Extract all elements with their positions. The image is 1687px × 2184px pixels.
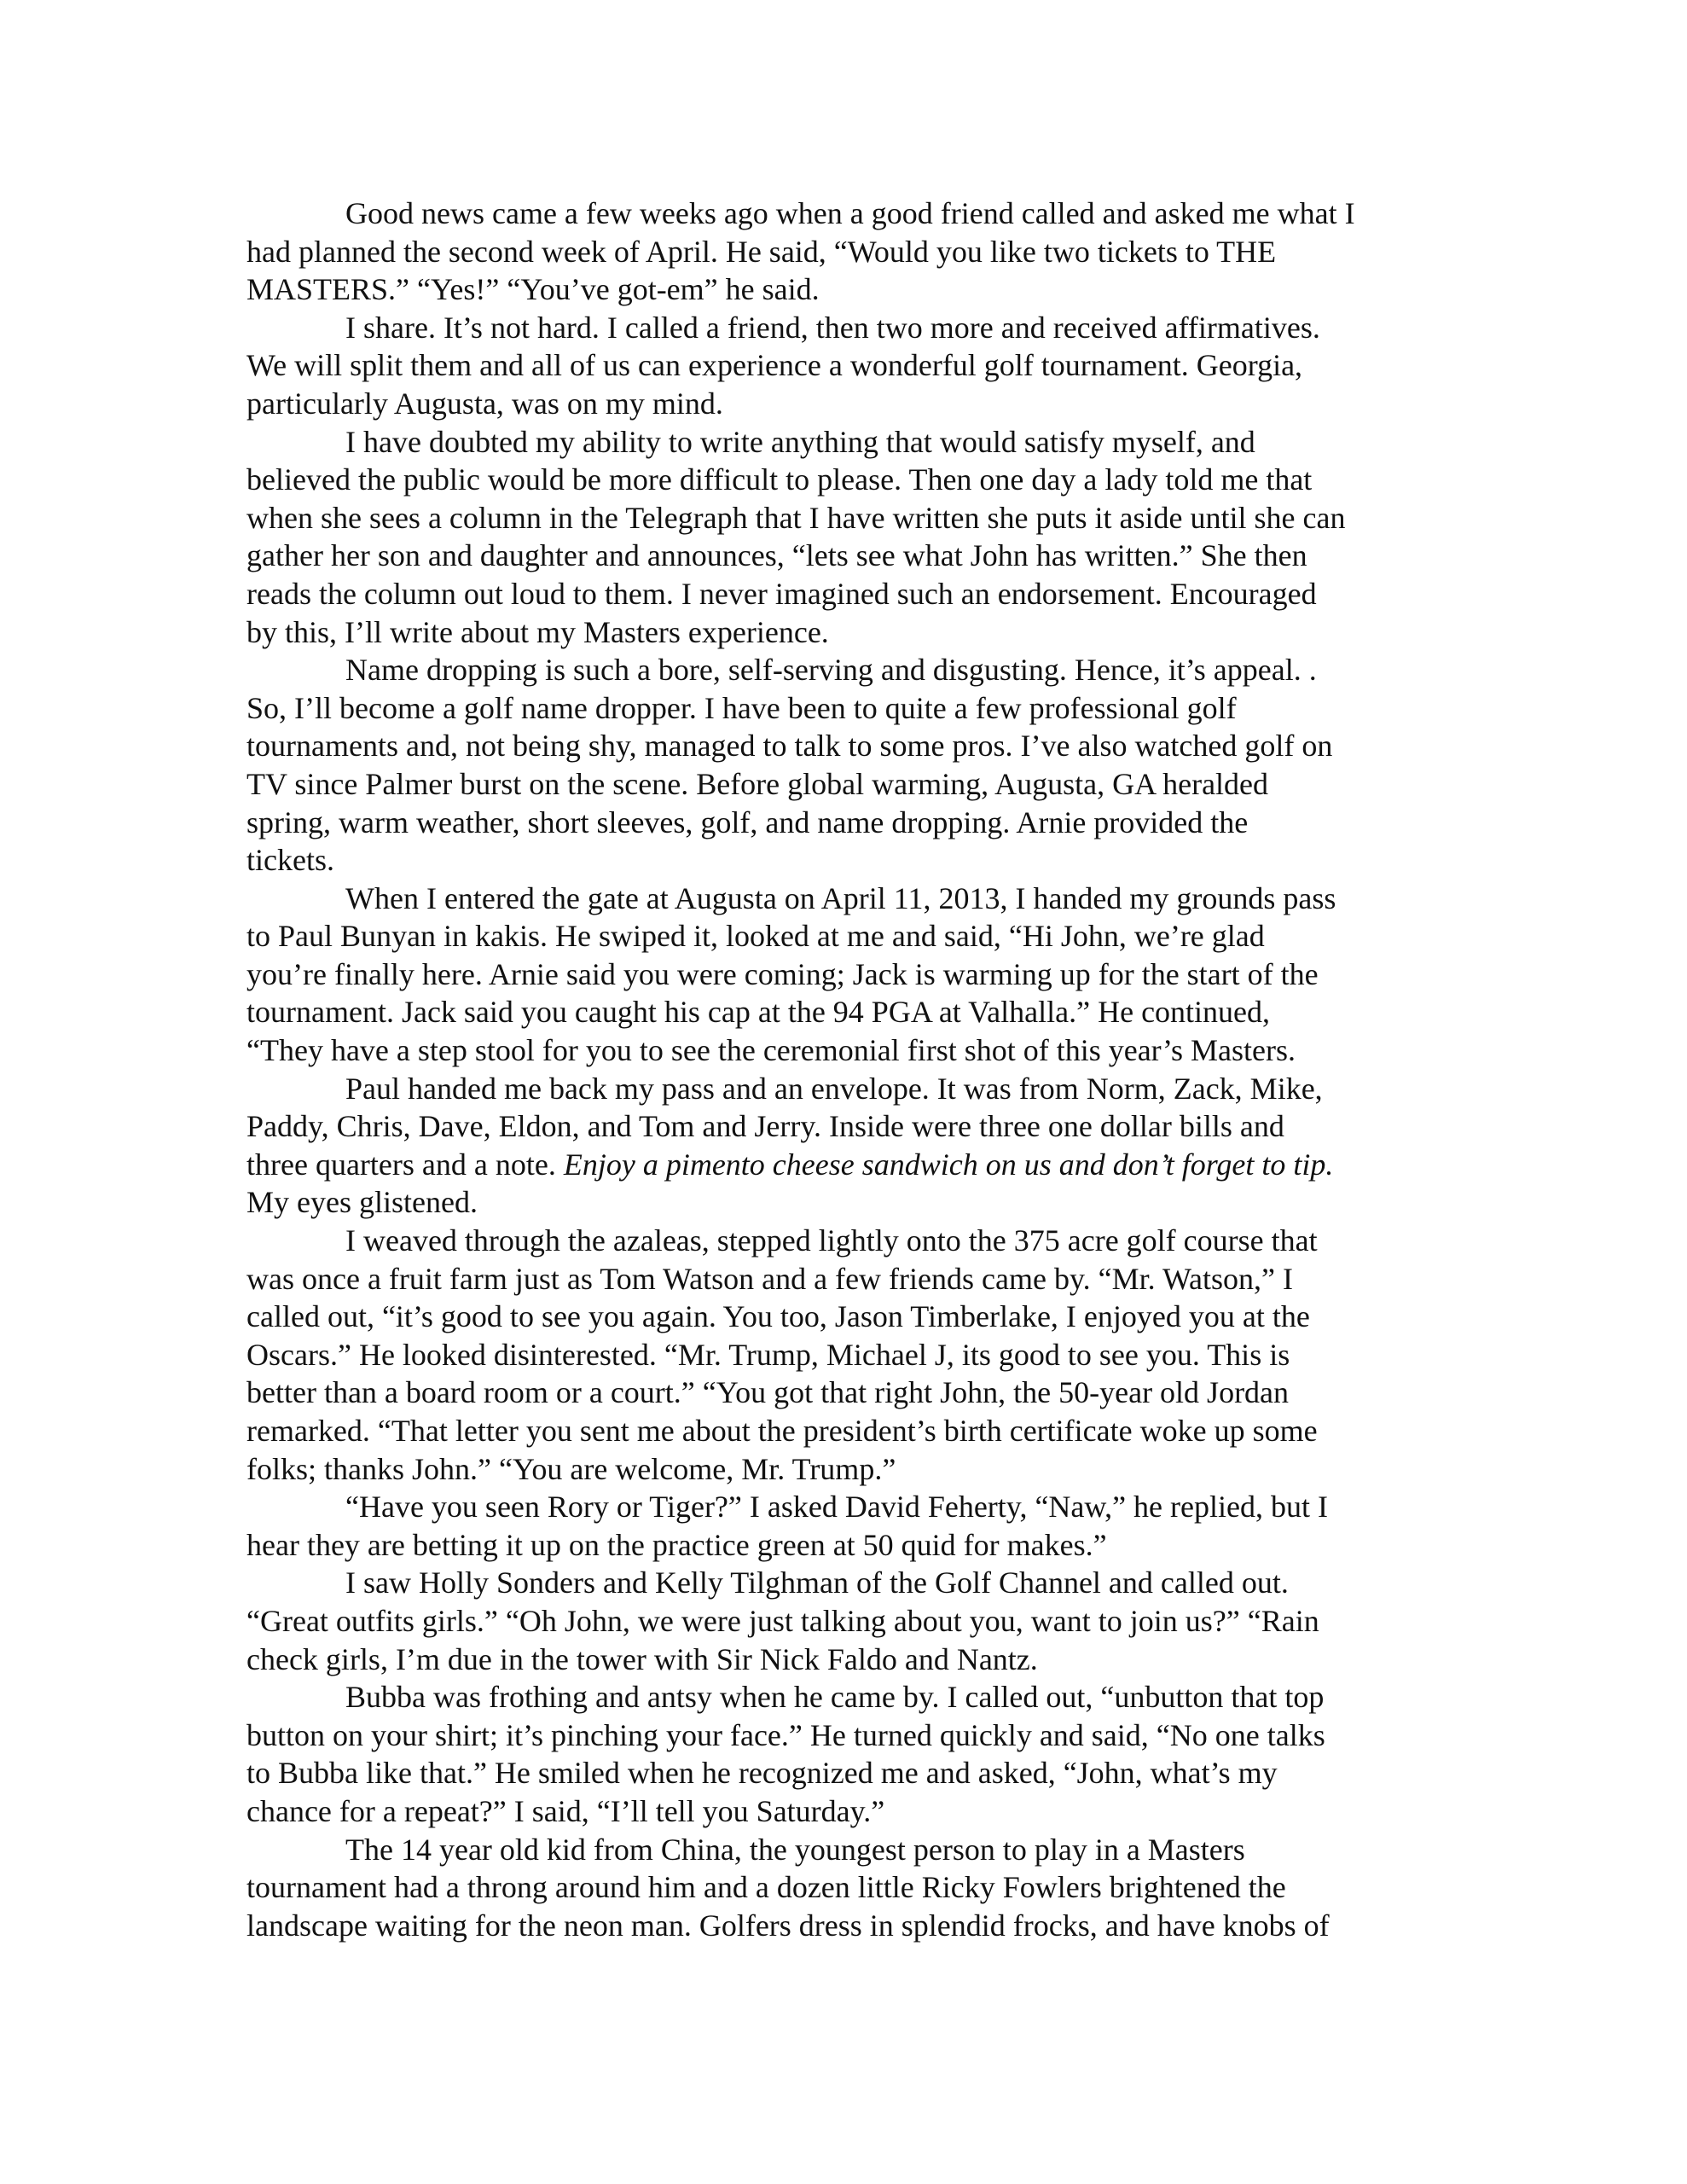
paragraph-china-kid	[246, 1831, 1466, 1945]
text-line: to Bubba like that.” He smiled when he recognized me and asked, “John, what’s my	[246, 1756, 1278, 1791]
text-line: chance for a repeat?” I said, “I’ll tell you Saturday.”	[246, 1793, 885, 1828]
paragraph-gate	[246, 880, 1466, 1070]
text-line: to Paul Bunyan in kakis. He swiped it, looked at me and said, “Hi John, we’re glad	[246, 919, 1265, 954]
text-line: “They have a step stool for you to see the ceremonial first shot of this year’s Masters.	[246, 1033, 1296, 1068]
text-line: called out, “it’s good to see you again. You too, Jason Timberlake, I enjoyed you at the	[246, 1299, 1310, 1334]
text-line: tournament. Jack said you caught his cap at the 94 PGA at Valhalla.” He continued,	[246, 995, 1271, 1030]
text-line: MASTERS.” “Yes!” “You’ve got-em” he said.	[246, 272, 820, 307]
text-line: believed the public would be more difficult to please. Then one day a lady told me that	[246, 462, 1313, 497]
text-line: was once a fruit farm just as Tom Watson and a few friends came by. “Mr. Watson,” I	[246, 1261, 1294, 1296]
text-line: TV since Palmer burst on the scene. Before global warming, Augusta, GA heralded	[246, 766, 1269, 801]
text-line: tournaments and, not being shy, managed to talk to some pros. I’ve also watched golf on	[246, 729, 1333, 764]
text-line: Good news came a few weeks ago when a good friend called and asked me what I	[345, 196, 1355, 230]
text-line: remarked. “That letter you sent me about the president’s birth certificate woke up some	[246, 1414, 1318, 1448]
text-line: I have doubted my ability to write anything that would satisfy myself, and	[345, 424, 1255, 459]
text-line: three quarters and a note.	[246, 1147, 564, 1182]
text-line: The 14 year old kid from China, the youngest person to play in a Masters	[345, 1832, 1245, 1867]
paragraph-writing	[246, 423, 1466, 652]
paragraph-golf-channel	[246, 1564, 1466, 1678]
text-line: folks; thanks John.” “You are welcome, Mr. Trump.”	[246, 1451, 896, 1486]
text-line: spring, warm weather, short sleeves, golf, and name dropping. Arnie provided the	[246, 804, 1249, 839]
text-line: “Have you seen Rory or Tiger?” I asked David Feherty, “Naw,” he replied, but I	[345, 1490, 1328, 1525]
text-line: Paul handed me back my pass and an envelope. It was from Norm, Zack, Mike,	[345, 1071, 1323, 1106]
paragraph-share	[246, 309, 1466, 423]
text-line: reads the column out loud to them. I never imagined such an endorsement. Encouraged	[246, 576, 1317, 611]
text-line: When I entered the gate at Augusta on April 11, 2013, I handed my grounds pass	[345, 880, 1336, 915]
paragraph-bubba	[246, 1678, 1466, 1830]
text-line: by this, I’ll write about my Masters experience.	[246, 614, 829, 649]
text-line: had planned the second week of April. He said, “Would you like two tickets to THE	[246, 234, 1277, 269]
text-line: So, I’ll become a golf name dropper. I have been to quite a few professional golf	[246, 690, 1237, 725]
paragraph-feherty	[246, 1488, 1466, 1564]
text-line: I share. It’s not hard. I called a friend, then two more and received affirmatives.	[345, 310, 1320, 345]
text-line: I saw Holly Sonders and Kelly Tilghman of the Golf Channel and called out.	[345, 1565, 1289, 1600]
text-line: Name dropping is such a bore, self-serving and disgusting. Hence, it’s appeal. .	[345, 653, 1317, 688]
text-line: when she sees a column in the Telegraph that I have written she puts it aside until she can	[246, 500, 1346, 535]
text-line: Oscars.” He looked disinterested. “Mr. Trump, Michael J, its good to see you. This is	[246, 1337, 1290, 1372]
text-line: tickets.	[246, 843, 334, 878]
text-line: better than a board room or a court.” “You got that right John, the 50-year old Jordan	[246, 1375, 1290, 1410]
text-line: landscape waiting for the neon man. Golfers dress in splendid frocks, and have knobs of	[246, 1908, 1330, 1943]
paragraph-envelope	[246, 1070, 1466, 1222]
text-line: “Great outfits girls.” “Oh John, we were just talking about you, want to join us?” “Rain	[246, 1603, 1319, 1638]
italic-note: Enjoy a pimento cheese sandwich on us and don’t forget to tip.	[563, 1147, 1334, 1182]
text-line: Paddy, Chris, Dave, Eldon, and Tom and Jerry. Inside were three one dollar bills and	[246, 1109, 1284, 1144]
text-line: gather her son and daughter and announces, “lets see what John has written.” She then	[246, 538, 1307, 573]
text-line: Bubba was frothing and antsy when he came by. I called out, “unbutton that top	[345, 1680, 1325, 1715]
paragraph-azaleas	[246, 1222, 1466, 1488]
paragraph-name-dropping	[246, 651, 1466, 880]
text-line: check girls, I’m due in the tower with Sir Nick Faldo and Nantz.	[246, 1641, 1038, 1676]
text-line: button on your shirt; it’s pinching your face.” He turned quickly and said, “No one talks	[246, 1717, 1325, 1752]
paragraph-tickets	[246, 195, 1466, 309]
text-line: you’re finally here. Arnie said you were coming; Jack is warming up for the start of the	[246, 956, 1319, 991]
text-line: I weaved through the azaleas, stepped lightly onto the 375 acre golf course that	[345, 1223, 1318, 1258]
document-body	[246, 195, 1466, 1944]
text-line: hear they are betting it up on the practice green at 50 quid for makes.”	[246, 1527, 1107, 1562]
text-line: particularly Augusta, was on my mind.	[246, 386, 723, 421]
text-line: My eyes glistened.	[246, 1185, 478, 1220]
text-line: tournament had a throng around him and a dozen little Ricky Fowlers brightened the	[246, 1870, 1286, 1905]
text-line: We will split them and all of us can experience a wonderful golf tournament. Georgia,	[246, 348, 1303, 383]
